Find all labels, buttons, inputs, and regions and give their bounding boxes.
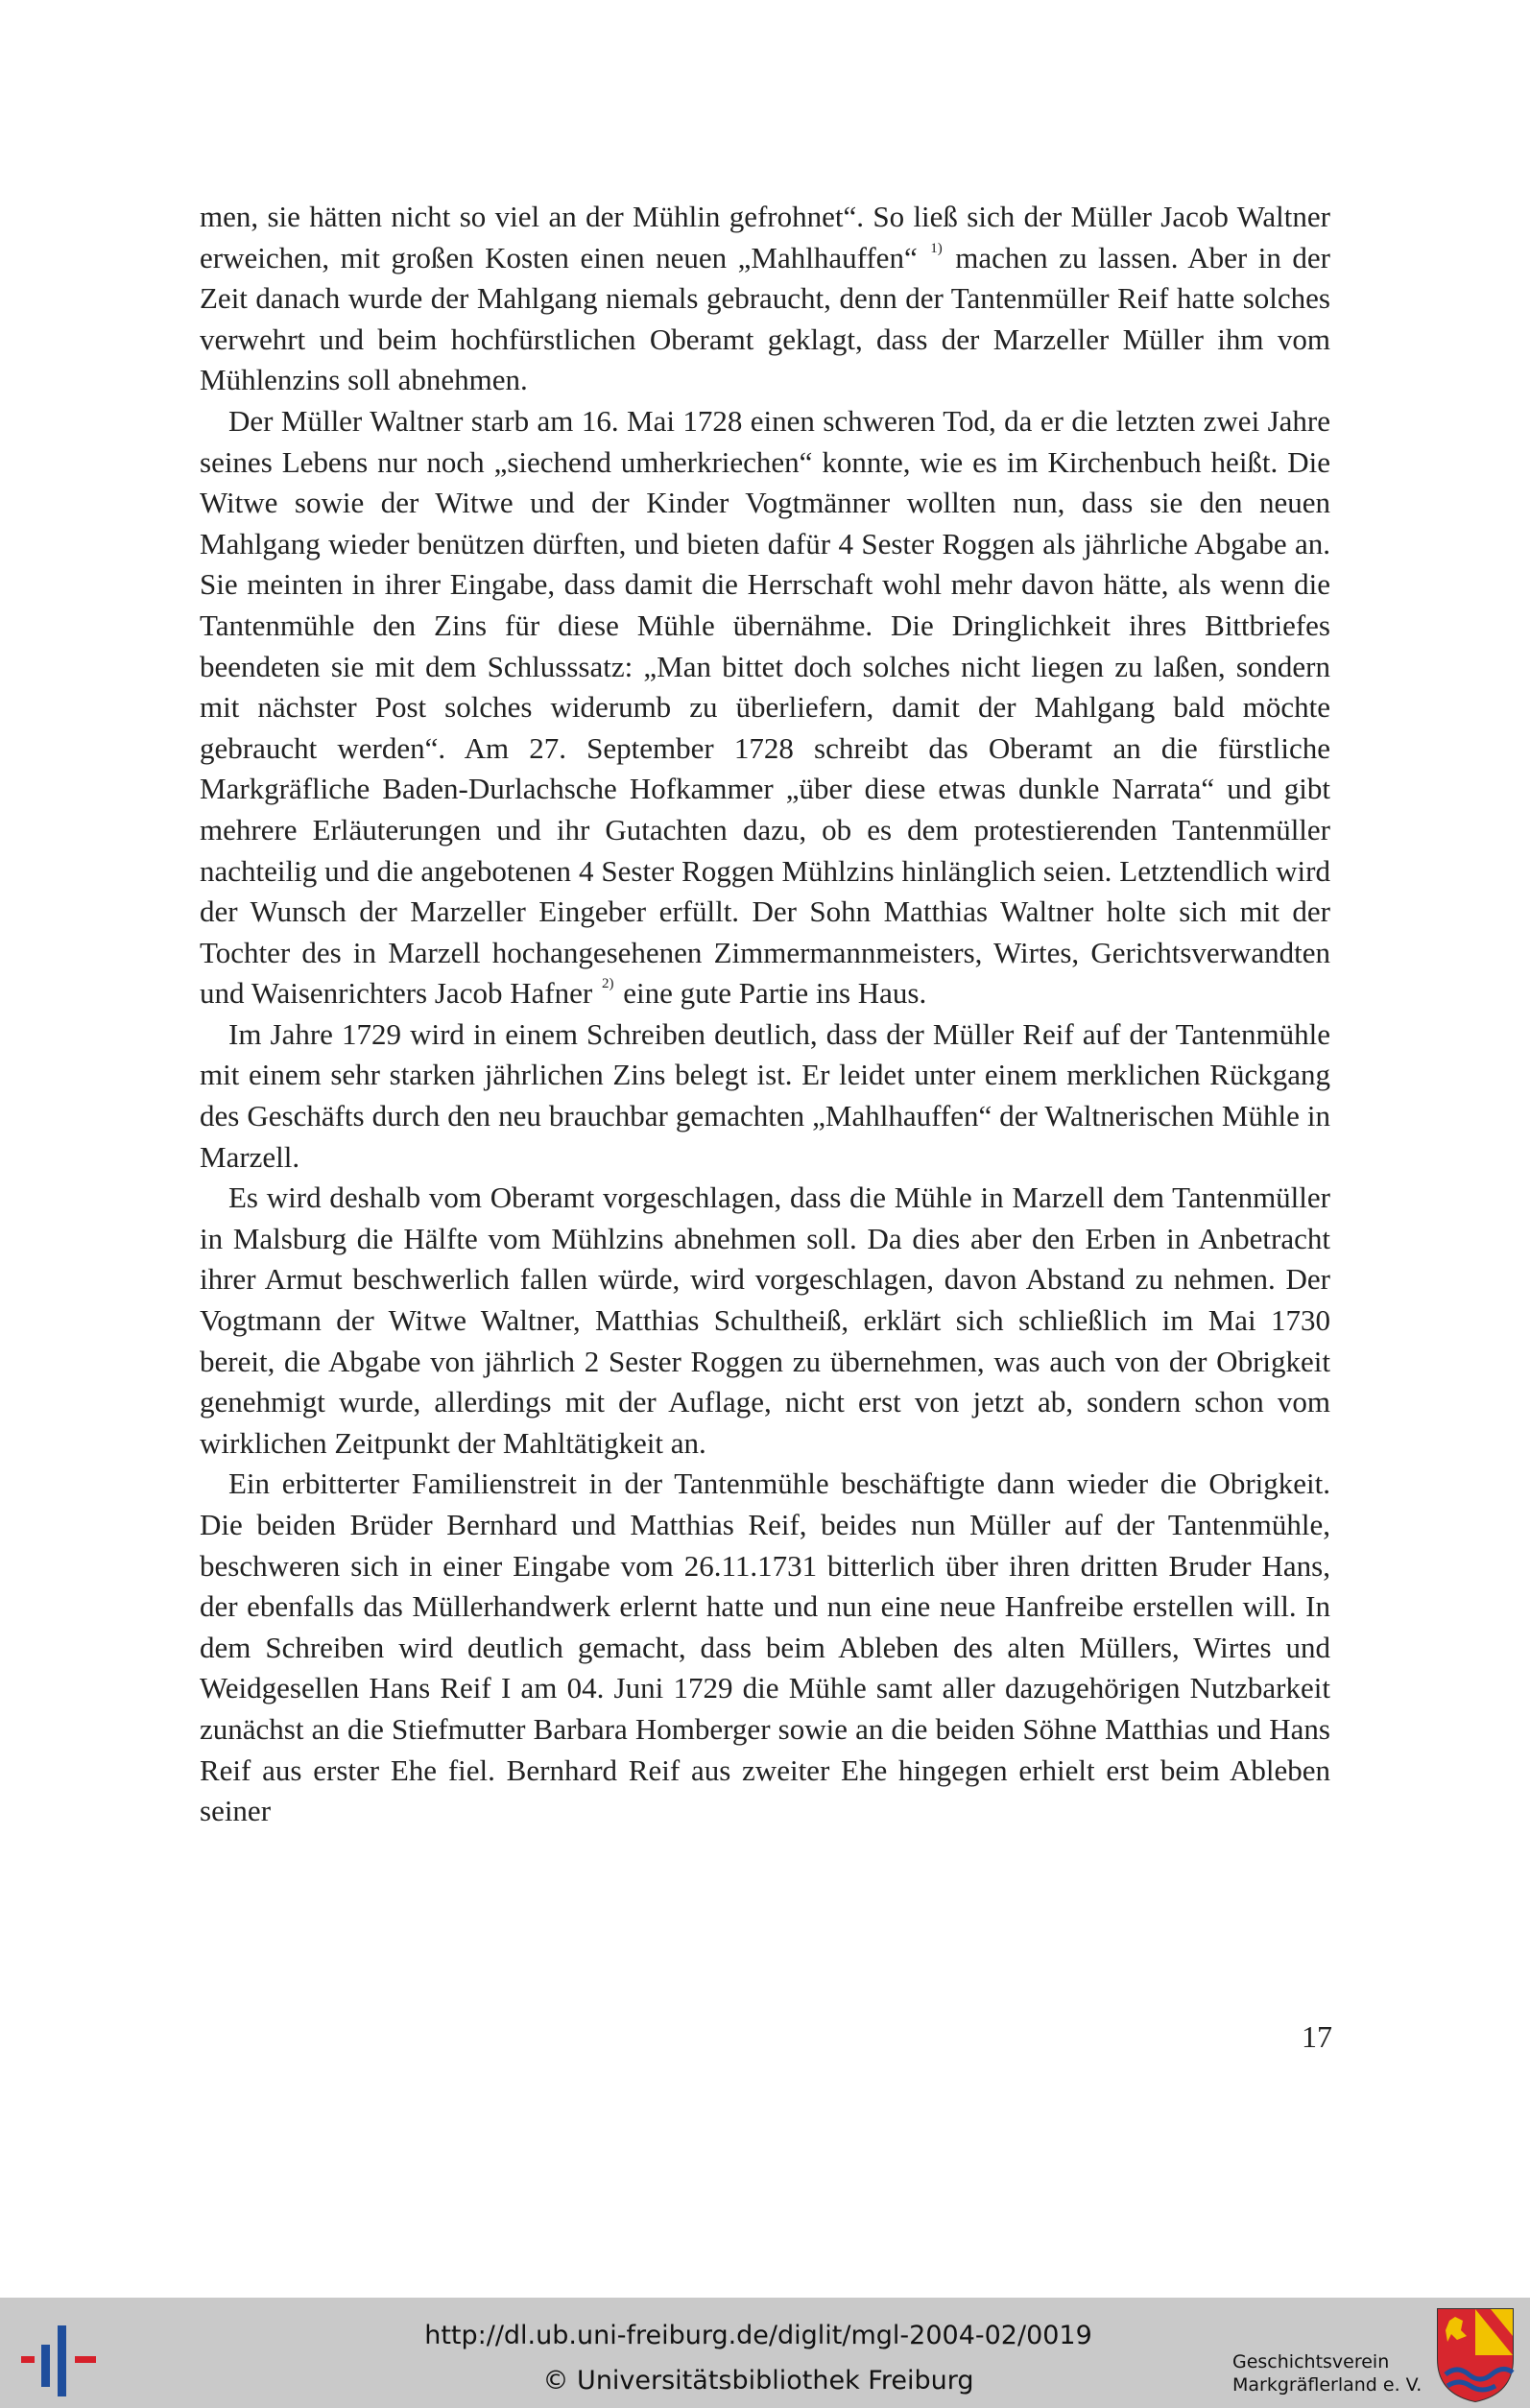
society-name [1232,2350,1449,2396]
paragraph: Im Jahre 1729 wird in einem Schreiben deutlich, dass der Müller Reif auf der Tantenmühle mit einem sehr starken jährlichen Zins belegt ist. Er leidet unter einem merklichen Rückgang des Geschäfts durch den neu brauchbar gemachten „Mahlhauffen“ der Waltnerischen Mühle in Marzell. [200,1016,1330,1174]
paragraph-text: men, sie hätten nicht so viel an der Mühlin gefrohnet“. So ließ sich der Müller Jacob Waltner erweichen, mit großen Kosten einen neuen „Mahlhauffen“ [200,200,1330,274]
permalink-url[interactable]: http://dl.ub.uni-freiburg.de/diglit/mgl-2004-02/0019 [424,2321,1092,2350]
page-number: 17 [1302,2019,1332,2054]
paragraph: Es wird deshalb vom Oberamt vorgeschlagen, dass die Mühle in Marzell dem Tantenmüller in Malsburg die Hälfte vom Mühlzins abnehmen soll. Da dies aber den Erben in Anbetracht ihrer Armut beschwerlich fallen würde, wird vorgeschlagen, davon Abstand zu nehmen. Der Vogtmann der Witwe Waltner, Matthias Schultheiß, erklärt sich schließlich im Mai 1730 bereit, die Abgabe von jährlich 2 Sester Roggen zu übernehmen, was auch von der Obrigkeit genehmigt wurde, allerdings mit der Auflage, nicht erst von jetzt ab, sondern schon vom wirklichen Zeitpunkt der Mahltätigkeit an. [200,1180,1330,1460]
paragraph [200,197,1330,401]
society-name-line: Markgräflerland e. V. [1232,2374,1422,2396]
coat-of-arms-icon [1436,2307,1515,2403]
copyright-notice: © Universitätsbibliothek Freiburg [542,2366,974,2396]
university-library-logo[interactable] [15,2318,104,2398]
paragraph-text: machen zu lassen. Aber in der Zeit danach wurde der Mahlgang niemals gebraucht, denn der Tantenmüller Reif hatte solches verwehrt und beim hochfürstlichen Oberamt geklagt, dass der Marzeller Müller ihm vom Mühlenzins soll abnehmen. [200,240,1330,397]
footnote-ref: 1) [930,240,943,256]
paragraph [200,401,1330,1014]
society-name-line: Geschichtsverein [1232,2351,1390,2372]
paragraph-text: Der Müller Waltner starb am 16. Mai 1728 einen schweren Tod, da er die letzten zwei Jahre seines Lebens nur noch „siechend umherkriechen“ konnte, wie es im Kirchenbuch heißt. Die Witwe sowie der Witwe und der Kinder Vogtmänner wollten nun, dass sie den neuen Mahlgang wieder benützen dürften, und bieten dafür 4 Sester Roggen als jährliche Abgabe an. Sie meinten in ihrer Eingabe, dass damit die Herrschaft wohl mehr davon hätte, als wenn die Tantenmühle den Zins für diese Mühle übernähme. Die Dringlichkeit ihres Bittbriefes beendeten sie mit dem Schlusssatz: „Man bittet doch solches nicht liegen zu laßen, sondern mit nächster Post solches widerumb zu überliefern, damit der Mahlgang bald möchte gebraucht werden“. Am 27. September 1728 schreibt das Oberamt an die fürstliche Markgräfliche Baden-Durlachsche Hofkammer „über diese etwas dunkle Narrata“ und gibt mehrere Erläuterungen und ihr Gutachten dazu, ob es dem protestierenden Tantenmüller nachteilig und die angebotenen 4 Sester Roggen Mühlzins hinlänglich seien. Letztendlich wird der Wunsch der Marzeller Eingeber erfüllt. Der Sohn Matthias Waltner holte sich mit der Tochter des in Marzell hochangesehenen Zimmermannmeisters, Wirtes, Gerichtsverwandten und Waisenrichters Jacob Hafner [200,403,1330,1011]
footnote-ref: 2) [602,976,614,992]
paragraph-text: eine gute Partie ins Haus. [623,976,927,1011]
paragraph: Ein erbitterter Familienstreit in der Tantenmühle beschäftigte dann wieder die Obrigkeit. Die beiden Brüder Bernhard und Matthias Reif, beides nun Müller auf der Tantenmühle, beschweren sich in einer Eingabe vom 26.11.1731 bitterlich über ihren dritten Bruder Hans, der ebenfalls das Müllerhandwerk erlernt hatte und nun eine neue Hanfreibe erstellen will. In dem Schreiben wird deutlich gemacht, dass beim Ableben des alten Müllers, Wirtes und Weidgesellen Hans Reif I am 04. Juni 1729 die Mühle samt aller dazugehörigen Nutzbarkeit zunächst an die Stiefmutter Barbara Homberger sowie an die beiden Söhne Matthias und Hans Reif aus erster Ehe fiel. Bernhard Reif aus zweiter Ehe hingegen erhielt erst beim Ableben seiner [200,1466,1330,1828]
page-body [200,197,1330,1832]
